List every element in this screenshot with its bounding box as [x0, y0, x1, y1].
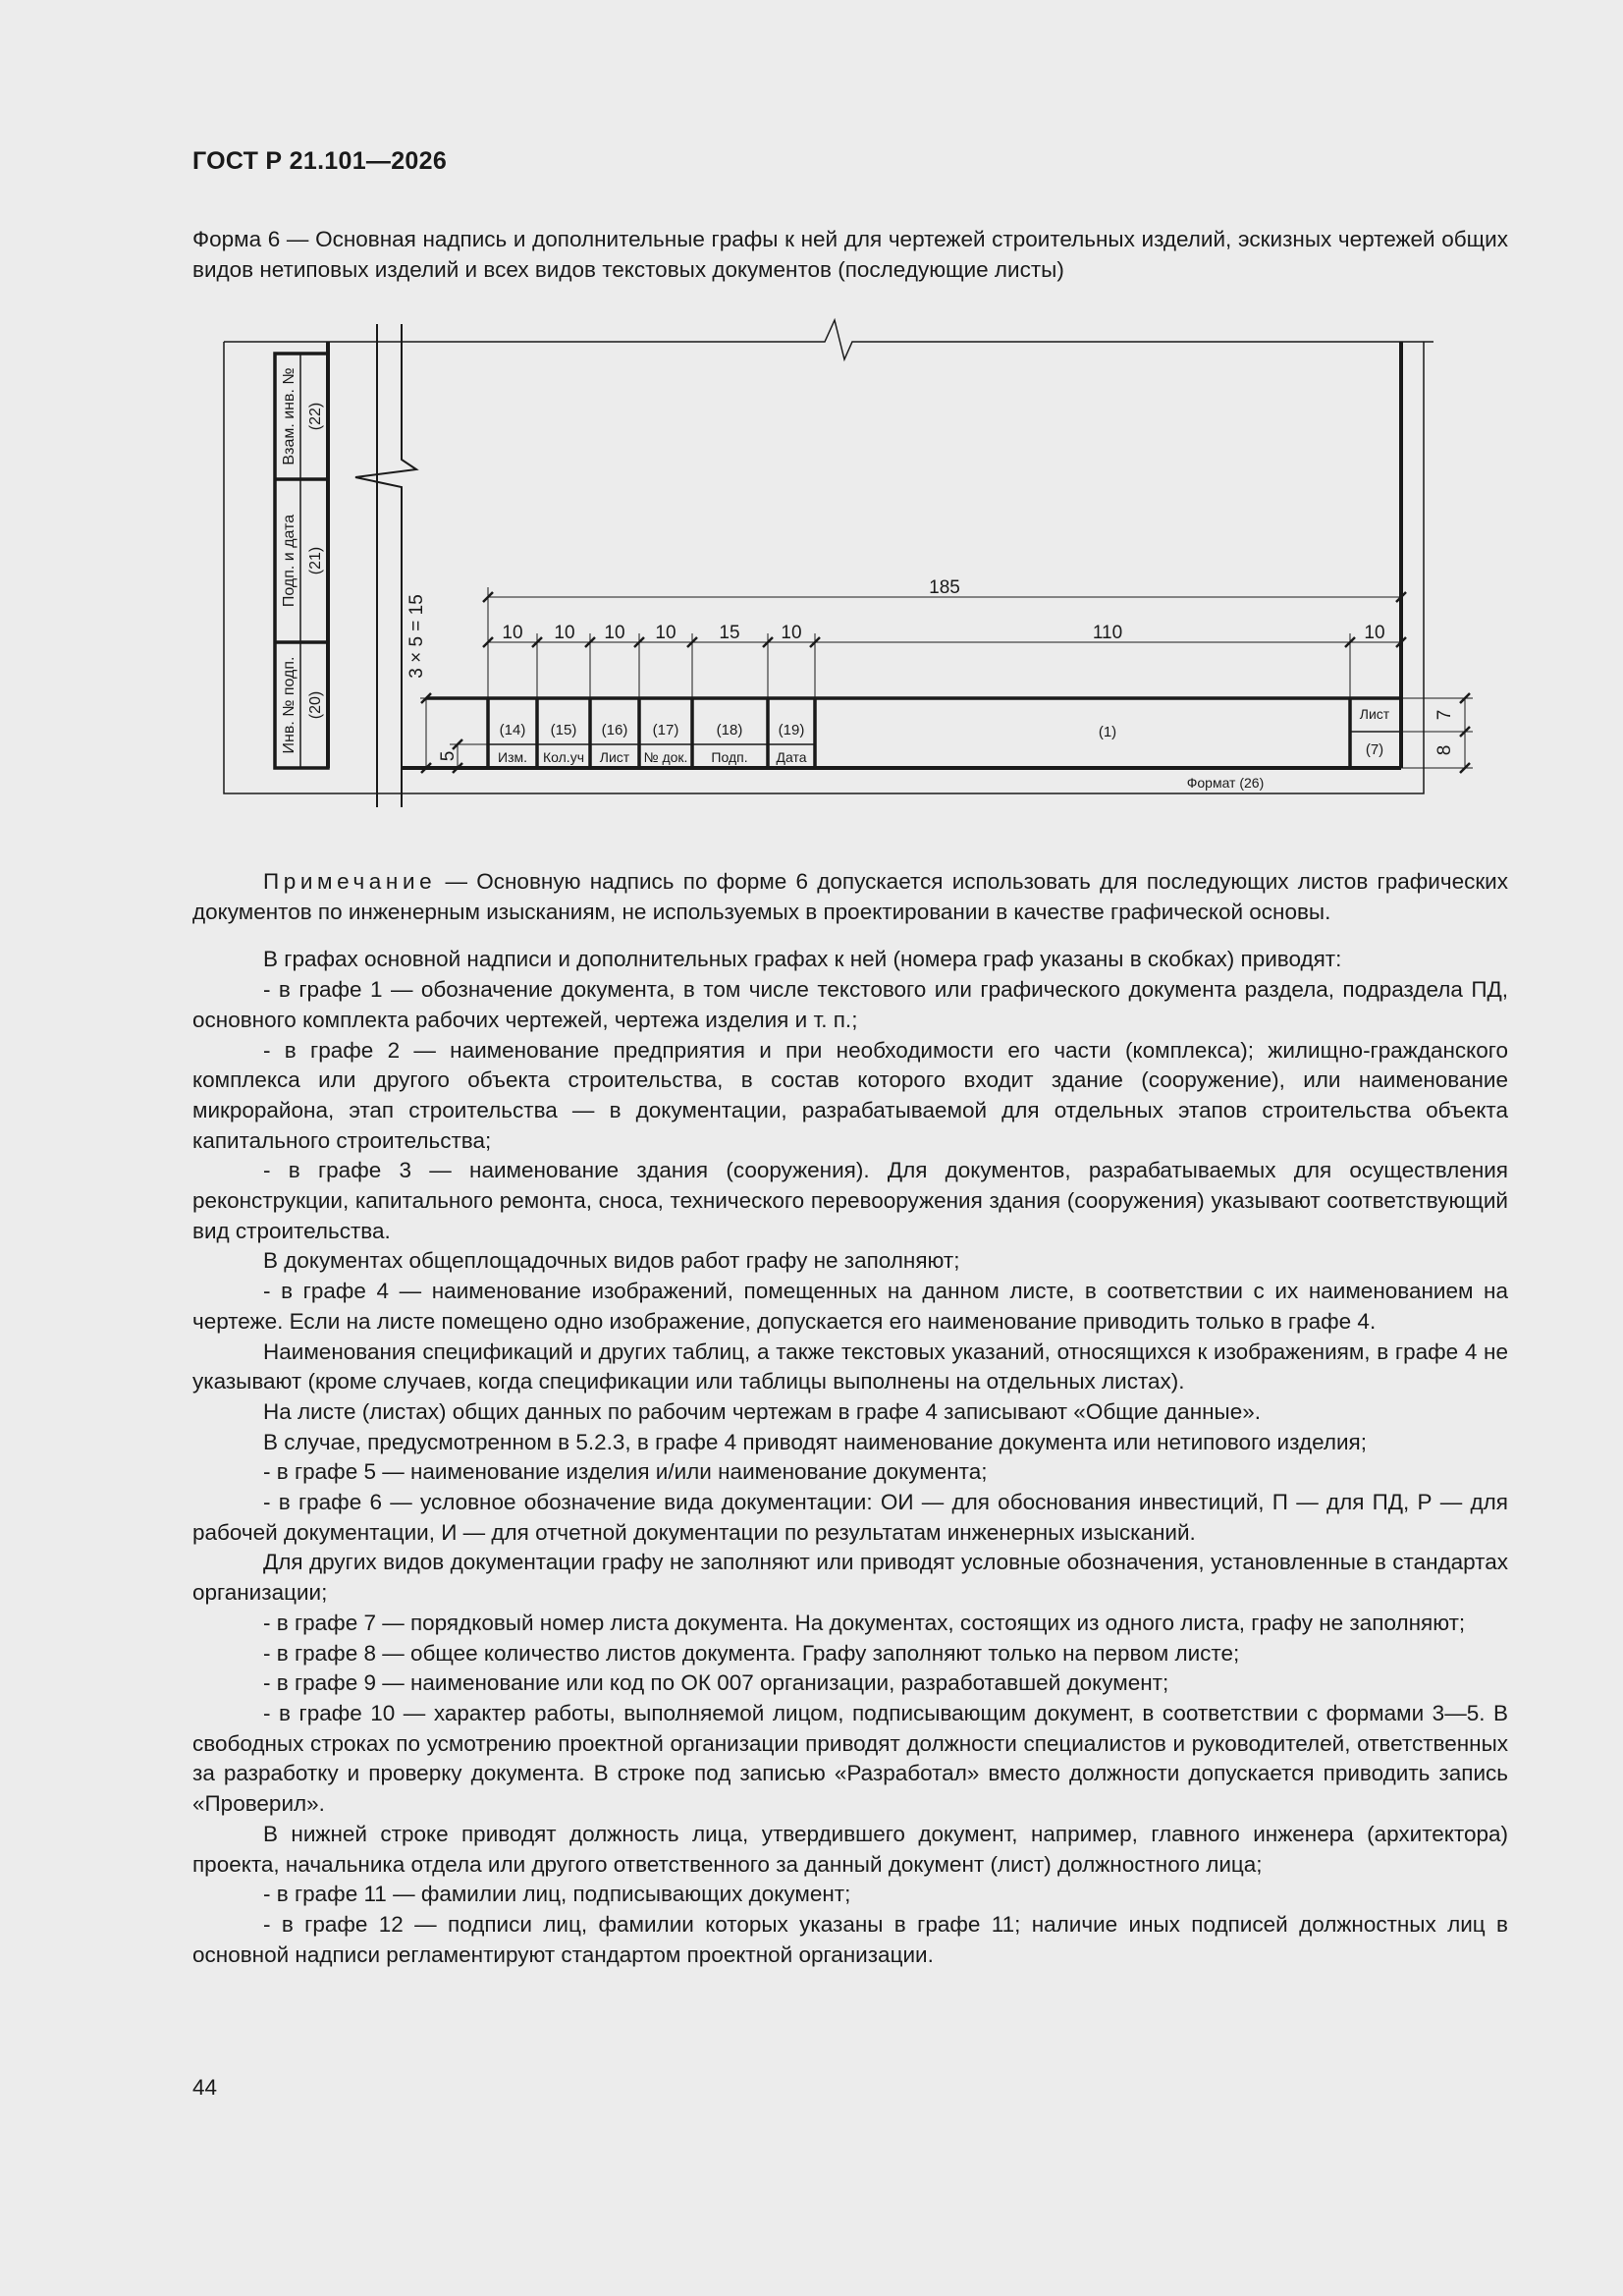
- paragraph-graph-10: - в графе 10 — характер работы, выполняемой лицом, подписывающим документ, в соответствии с формами 3—5. В свободных строках по усмотрению проектной организации приводят должности специалистов и руководителей, ответственных за разработку и проверку документа. В строке под записью «Разработал» вместо должности допускается приводить запись «Проверил».: [192, 1700, 1508, 1817]
- top-frame-line: [224, 320, 1434, 359]
- page-number: 44: [192, 2075, 218, 2100]
- cell-name-izm: Изм.: [498, 749, 527, 765]
- paragraph-graph-12: - в графе 12 — подписи лиц, фамилии которых указаны в графе 11; наличие иных подписей должностных лиц в основной надписи регламентируют стандартом проектной организации.: [192, 1911, 1508, 1967]
- dim-col-2: 10: [554, 623, 575, 643]
- paragraph-graph-8: - в графе 8 — общее количество листов документа. Графу заполняют только на первом листе;: [263, 1640, 1240, 1666]
- side-col-num-22: (22): [307, 402, 324, 431]
- cell-name-doc-no: № док.: [643, 749, 688, 765]
- dim-right-10: 10: [1364, 623, 1385, 643]
- side-col-label-20: Инв. № подп.: [281, 656, 298, 754]
- dim-mid-110: 110: [1092, 623, 1123, 643]
- document-code-header: ГОСТ Р 21.101—2026: [192, 147, 448, 175]
- paragraph-intro: В графах основной надписи и дополнительных графах к ней (номера граф указаны в скобках) приводят:: [263, 947, 1342, 972]
- paragraph-graph-7: - в графе 7 — порядковый номер листа документа. На документах, состоящих из одного листа, графу не заполняют;: [263, 1610, 1466, 1635]
- cell-num-17: (17): [652, 722, 679, 738]
- paragraph-graph-3: - в графе 3 — наименование здания (сооружения). Для документов, разрабатываемых для осуществления реконструкции, капитального ремонта, сноса, технического перевооружения здания (сооружения) указывают соответствующий вид строительства.: [192, 1158, 1508, 1243]
- format-label: Формат (26): [1186, 775, 1265, 791]
- dim-right-7-label: 7: [1434, 709, 1455, 721]
- paragraph-graph-2: - в графе 2 — наименование предприятия и при необходимости его части (комплекса); жилищно-гражданского комплекса или другого объекта строительства, в состав которого входит здание (сооружение), или наименование микрорайона, этап строительства — в документации, разрабатываемой для отдельных этапов строительства объекта капитального строительства;: [192, 1037, 1508, 1153]
- note-label: Примечание: [263, 869, 437, 894]
- title-block-drawing: [0, 0, 1623, 845]
- cell-name-kol-uch: Кол.уч: [543, 749, 584, 765]
- body-text: [192, 867, 1508, 1970]
- cell-num-14: (14): [499, 722, 526, 738]
- cell-num-18: (18): [716, 722, 743, 738]
- cell-sheet-label: Лист: [1359, 706, 1390, 722]
- dim-vert-5-label: 5: [438, 750, 459, 762]
- paragraph-graph-4: - в графе 4 — наименование изображений, помещенных на данном листе, в соответствии с их наименованием на чертеже. Если на листе помещено одно изображение, допускается его наименование приводить только в графе 4.: [192, 1279, 1508, 1334]
- cell-num-16: (16): [601, 722, 628, 738]
- dim-total-185: 185: [929, 577, 960, 598]
- paragraph-specifications: Наименования спецификаций и других таблиц, а также текстовых указаний, относящихся к изображениям, в графе 4 не указывают (кроме случаев, когда спецификации или таблицы выполнены на отдельных листах).: [192, 1339, 1508, 1394]
- cell-name-list: Лист: [599, 749, 630, 765]
- paragraph-graph-11: - в графе 11 — фамилии лиц, подписывающих документ;: [263, 1882, 851, 1907]
- cell-main-1: (1): [1098, 724, 1117, 740]
- note-paragraph: [192, 867, 1508, 927]
- paragraph-graph-6: - в графе 6 — условное обозначение вида документации: ОИ — для обоснования инвестиций, П — для ПД, Р — для рабочей документации, И — для отчетной документации по результатам инженерных изысканий.: [192, 1490, 1508, 1545]
- dim-vert-15-label: 3 × 5 = 15: [406, 594, 427, 679]
- cell-sheet-num: (7): [1365, 741, 1384, 758]
- dim-col-6: 10: [781, 623, 802, 643]
- paragraph-graph-1: - в графе 1 — обозначение документа, в том числе текстового или графического документа раздела, подраздела ПД, основного комплекта рабочих чертежей, чертежа изделия и т. п.;: [192, 977, 1508, 1032]
- cell-num-15: (15): [550, 722, 577, 738]
- paragraph-bottom-row: В нижней строке приводят должность лица, утвердившего документ, например, главного инженера (архитектора) проекта, начальника отдела или другого ответственного за данный документ (лист) должностного лица;: [192, 1821, 1508, 1877]
- side-col-label-22: Взам. инв. №: [281, 367, 298, 465]
- dim-col-5: 15: [719, 623, 740, 643]
- paragraph-other-docs: Для других видов документации графу не заполняют или приводят условные обозначения, установленные в стандартах организации;: [192, 1550, 1508, 1606]
- cell-num-19: (19): [778, 722, 805, 738]
- dim-col-1: 10: [502, 623, 523, 643]
- paragraph-graph-9: - в графе 9 — наименование или код по ОК 007 организации, разработавшей документ;: [263, 1670, 1169, 1696]
- paragraph-graph-5: - в графе 5 — наименование изделия и/или наименование документа;: [263, 1459, 988, 1485]
- paragraph-case-523: В случае, предусмотренном в 5.2.3, в графе 4 приводят наименование документа или нетипового изделия;: [263, 1429, 1367, 1454]
- dim-right-8-label: 8: [1434, 744, 1455, 756]
- break-line-right: [355, 324, 416, 807]
- cell-name-podp: Подп.: [711, 749, 748, 765]
- side-col-num-21: (21): [307, 546, 324, 575]
- outer-frame: [224, 342, 1424, 793]
- side-col-label-21: Подп. и дата: [281, 514, 298, 608]
- cell-name-date: Дата: [776, 749, 807, 765]
- dim-col-3: 10: [604, 623, 625, 643]
- dim-col-4: 10: [655, 623, 676, 643]
- note-text: — Основную надпись по форме 6 допускается использовать для последующих листов графических документов по инженерным изысканиям, не используемых в проектировании в качестве графической основы.: [192, 869, 1508, 924]
- paragraph-general-data: На листе (листах) общих данных по рабочим чертежам в графе 4 записывают «Общие данные».: [263, 1398, 1261, 1424]
- side-col-num-20: (20): [307, 690, 324, 720]
- paragraph-general-site: В документах общеплощадочных видов работ графу не заполняют;: [263, 1248, 960, 1274]
- caption-text: Форма 6 — Основная надпись и дополнительные графы к ней для чертежей строительных изделий, эскизных чертежей общих видов нетиповых изделий и всех видов текстовых документов (последующие листы): [192, 227, 1508, 282]
